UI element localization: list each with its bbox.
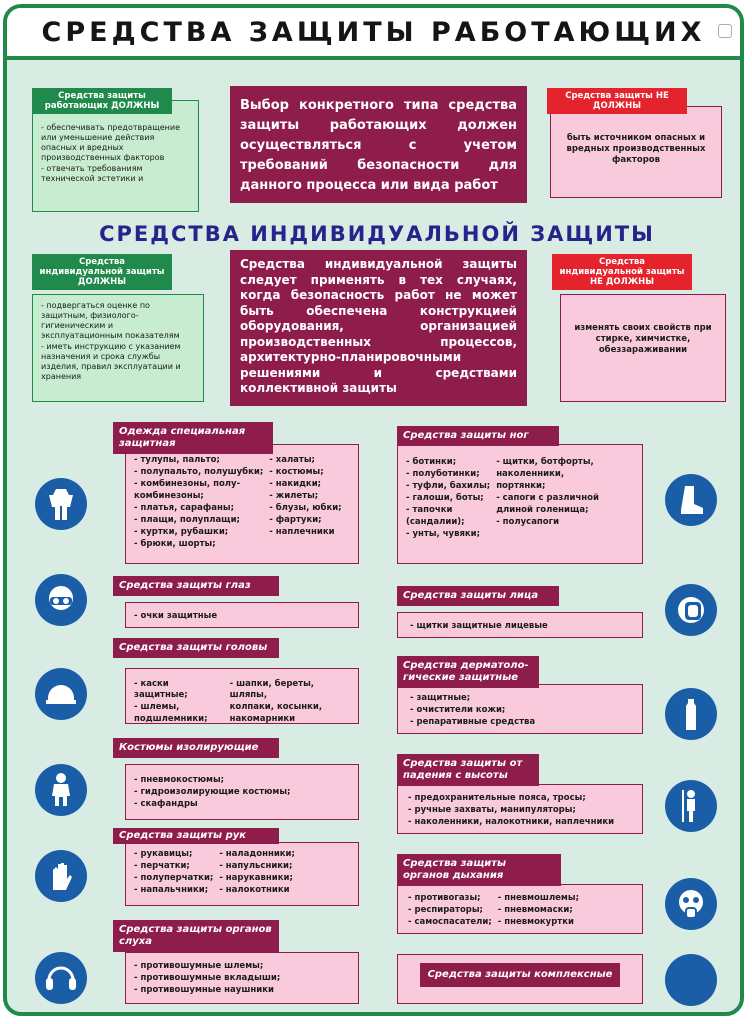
list-item: - защитные; [410,693,471,703]
insulating-header: Костюмы изолирующие [113,738,279,758]
mid-right-box [560,294,726,402]
list-item: - плащи, полуплащи; [134,515,240,525]
list-item: - пневмокуртки [497,917,574,927]
list-item: - брюки, шорты; [134,539,216,549]
protective-suit-icon [35,478,87,530]
breathing-col2 [498,893,579,929]
list-item: - блузы, юбки; [269,503,342,513]
head-box [125,668,359,724]
list-item: - тапочки [406,505,453,515]
head-header: Средства защиты головы [113,638,279,658]
insulating-list [134,775,352,810]
list-item: - иметь инструкцию с указанием назначения и срока службы изделия, правил эксплуатации и хранения [41,342,181,381]
list-item: - куртки, рубашки; [134,527,229,537]
list-item: - щитки, ботфорты, [496,457,594,467]
list-item: - комбинезоны, полу- [134,479,241,489]
top-center-box: Выбор конкретного типа средства защиты работающих должен осуществляться с учетом требований безопасности для данного процесса или вида работ [230,86,527,203]
face-box [397,612,643,638]
mid-center-box: Средства индивидуальной защиты следует применять в тех случаях, когда безопасность работ не может быть обеспечена конструкцией оборудования, организацией производственных процессов, архитектурно-планировочными решениями и средствами коллективной защиты [230,250,527,406]
complex-label: Средства защиты комплексные [420,963,620,987]
list-item: - напульсники; [219,861,293,871]
list-item: - противошумные наушники [134,985,274,995]
list-item: (сандалии); [406,517,465,527]
boots-icon [665,474,717,526]
list-item: - наладонники; [219,849,295,859]
list-item: - подвергаться оценке по защитным, физиолого-гигиеническим и эксплуатационным показателям [41,301,180,340]
list-item: - ботинки; [406,457,457,467]
top-left-list [41,123,192,184]
list-item: - ручные захваты, манипуляторы; [408,805,576,815]
list-item: - халаты; [269,455,315,465]
list-item: колпаки, косынки, [229,702,323,712]
list-item: - тулупы, пальто; [134,455,220,465]
list-item: - пневмокостюмы; [134,775,225,785]
list-item: - каски защитные; [134,679,188,700]
goggles-icon [35,574,87,626]
ear-protection-icon [35,952,87,1004]
list-item: - наплечники [269,527,335,537]
list-item: - обеспечивать предотвращение или уменьшение действия опасных и вредных производственных факторов [41,123,181,162]
feet-col2 [496,457,599,541]
list-item: - унты, чувяки; [406,529,481,539]
list-item: - галоши, боты; [406,493,484,503]
derm-header: Средства дерматоло-гические защитные [397,656,539,688]
face-shield-icon [665,584,717,636]
list-item: - предохранительные пояса, тросы; [408,793,586,803]
mid-right-header: Средства индивидуальной защиты НЕ ДОЛЖНЫ [552,254,692,290]
blank-blue-circle [665,954,717,1006]
fall-box [397,784,643,834]
list-item: накомарники [229,714,296,724]
list-item: подшлемники; [134,714,208,724]
list-item: - шапки, береты, шляпы, [229,679,315,700]
section-subtitle: СРЕДСТВА ИНДИВИДУАЛЬНОЙ ЗАЩИТЫ [99,222,655,246]
list-item: - накидки; [269,479,322,489]
list-item: - напальчники; [134,885,209,895]
list-item: наколенники, [496,469,565,479]
breathing-col1 [408,893,492,929]
title-bar [7,8,740,60]
head-col2 [230,679,352,726]
hands-col2 [219,849,295,897]
mid-left-header: Средства индивидуальной защиты ДОЛЖНЫ [32,254,172,290]
safety-harness-icon [665,780,717,832]
top-right-box [550,106,722,198]
list-item: - налокотники [219,885,290,895]
list-item: - скафандры [134,799,198,809]
clothing-col2 [269,455,341,551]
list-item: - полуперчатки; [134,873,214,883]
breathing-box [397,884,643,934]
list-item: - полусапоги [496,517,560,527]
list-item: - самоспасатели; [408,917,492,927]
top-right-text: быть источником опасных и вредных производственных факторов [566,133,706,165]
clothing-col1 [134,455,263,551]
derm-list [410,693,636,728]
poster [3,4,744,1016]
list-item: - полупальто, полушубки; [134,467,264,477]
list-item: - туфли, бахилы; [406,481,491,491]
hands-col1 [134,849,213,897]
hearing-box [125,952,359,1004]
list-item: - противошумные вкладыши; [134,973,281,983]
fall-list [408,793,636,828]
face-header: Средства защиты лица [397,586,559,606]
eyes-list [134,611,352,622]
list-item: - противошумные шлемы; [134,961,264,971]
top-left-header: Средства защиты работающих ДОЛЖНЫ [32,88,172,114]
list-item: - пневмошлемы; [497,893,579,903]
top-right-header: Средства защиты НЕ ДОЛЖНЫ [547,88,687,114]
complex-box [397,954,643,1004]
list-item: портянки; [496,481,546,491]
fall-header: Средства защиты от падения с высоты [397,754,539,786]
list-item: - рукавицы; [134,849,193,859]
page-title: СРЕДСТВА ЗАЩИТЫ РАБОТАЮЩИХ [41,16,706,48]
hands-header: Средства защиты рук [113,828,279,844]
head-col1 [134,679,224,726]
mid-left-box [32,294,204,402]
mid-left-list [41,301,197,382]
list-item: - платья, сарафаны; [134,503,234,513]
mid-right-text: изменять своих свойств при стирке, химчистке, обеззараживании [574,323,712,355]
list-item: - очки защитные [134,611,218,621]
gloves-icon [35,850,87,902]
eyes-box [125,602,359,628]
list-item: - щитки защитные лицевые [410,621,548,631]
list-item: - костюмы; [269,467,324,477]
list-item: - жилеты; [269,491,319,501]
feet-box [397,444,643,564]
list-item: - отвечать требованиям технической эстетики и [41,164,144,183]
list-item: - полуботинки; [406,469,480,479]
list-item: - репаративные средства [410,717,536,727]
insulating-box [125,764,359,820]
expand-icon[interactable] [718,24,732,38]
list-item: - фартуки; [269,515,322,525]
feet-col1 [406,457,490,541]
list-item: - наколенники, налокотники, наплечники [408,817,615,827]
helmet-icon [35,668,87,720]
derm-box [397,684,643,734]
list-item: - респираторы; [408,905,483,915]
list-item: - нарукавники; [219,873,293,883]
list-item: - противогазы; [408,893,481,903]
hands-box [125,842,359,906]
clothing-box [125,444,359,564]
list-item: - очистители кожи; [410,705,506,715]
list-item: - шлемы, [134,702,180,712]
eyes-header: Средства защиты глаз [113,576,279,596]
cream-tube-icon [665,688,717,740]
list-item: - сапоги с различной [496,493,599,503]
hearing-list [134,961,352,996]
list-item: длиной голенища; [496,505,589,515]
clothing-header: Одежда специальная защитная [113,422,273,454]
hearing-header: Средства защиты органов слуха [113,920,279,952]
breathing-header: Средства защиты органов дыхания [397,854,561,886]
list-item: - перчатки; [134,861,190,871]
list-item: комбинезоны; [134,491,204,501]
list-item: - пневмомаски; [497,905,573,915]
insulating-suit-icon [35,764,87,816]
feet-header: Средства защиты ног [397,426,559,446]
face-list [410,621,636,632]
list-item: - гидроизолирующие костюмы; [134,787,291,797]
top-left-box [32,100,199,212]
gas-mask-icon [665,878,717,930]
